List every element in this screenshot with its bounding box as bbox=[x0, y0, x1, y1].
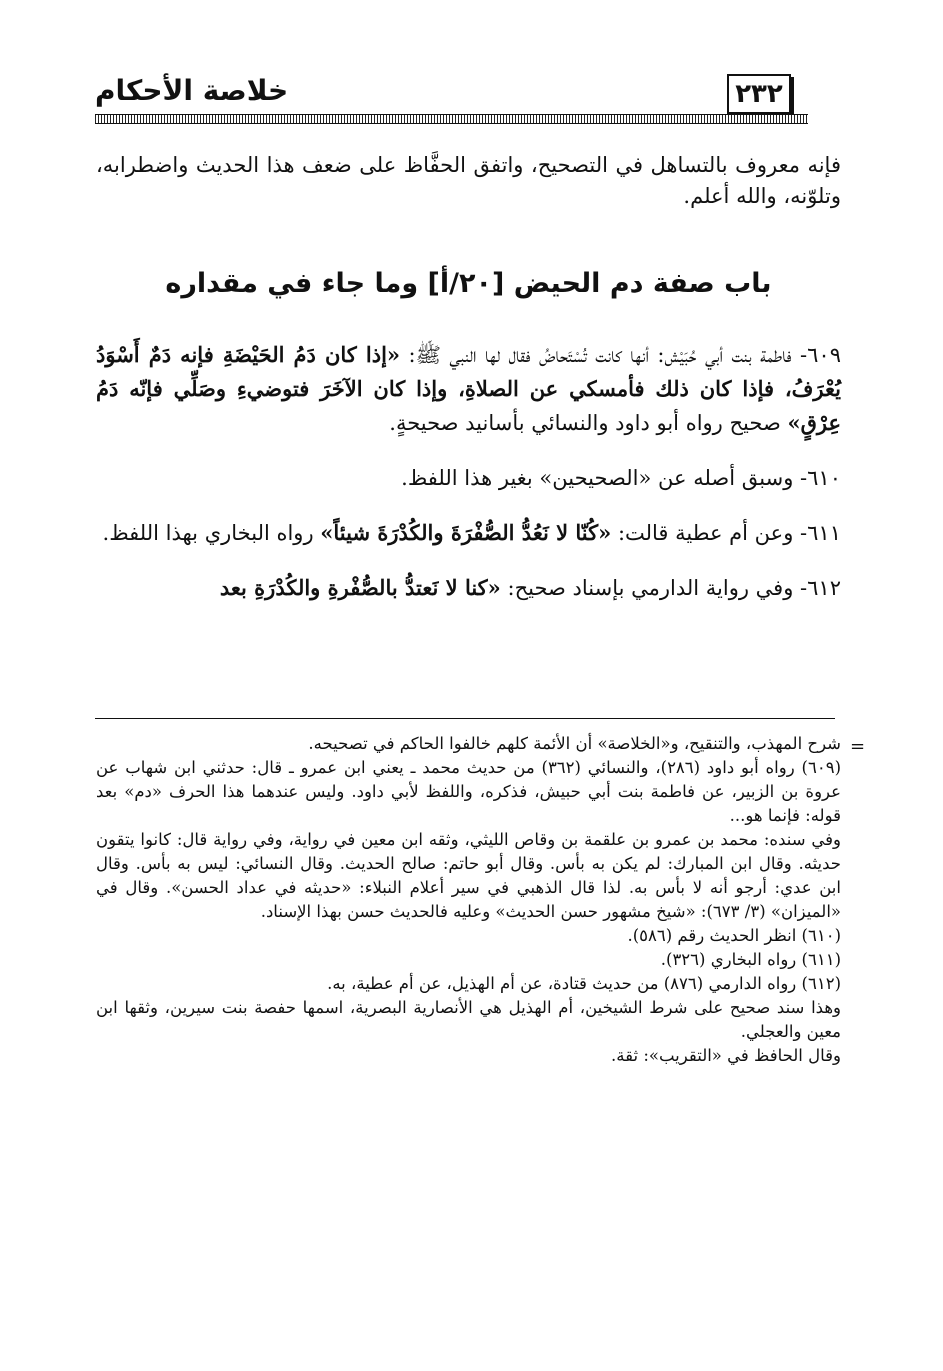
hadith-text: فاطمة بنت أبي حُبَيْش: أنها كانت تُسْتَحاضُ فقال لها النبي ﷺ: bbox=[400, 343, 792, 367]
hadith-text: وفي رواية الدارمي بإسناد صحيح: bbox=[500, 576, 794, 600]
hadith-grading: صحيح رواه أبو داود والنسائي بأسانيد صحيحةٍ. bbox=[389, 411, 788, 435]
hadith-610 bbox=[96, 461, 841, 495]
hadith-text: وسبق أصله عن «الصحيحين» بغير هذا اللفظ. bbox=[401, 466, 794, 490]
hadith-grading: رواه البخاري بهذا اللفظ. bbox=[102, 521, 321, 545]
footnote-separator bbox=[95, 718, 835, 719]
hadith-609 bbox=[96, 338, 841, 440]
footnote-item: (٦١٢) رواه الدارمي (٨٧٦) من حديث قتادة، عن أم الهذيل، عن أم عطية، به. bbox=[327, 974, 841, 993]
footnote-item: وقال الحافظ في «التقريب»: ثقة. bbox=[611, 1046, 841, 1065]
hadith-number: ٦١١- bbox=[800, 521, 841, 545]
footnote-item: (٦١٠) انظر الحديث رقم (٥٨٦). bbox=[627, 926, 841, 945]
intro-paragraph: فإنه معروف بالتساهل في التصحيح، واتفق الحفَّاظ على ضعف هذا الحديث واضطرابه، وتلوّنه، والله أعلم. bbox=[96, 153, 841, 208]
footnotes bbox=[96, 732, 841, 1068]
footnote-item: (٦٠٩) رواه أبو داود (٢٨٦)، والنسائي (٣٦٢) من حديث محمد ـ يعني ابن عمرو ـ قال: حدثني ابن شهاب عن عروة بن الزبير، عن فاطمة بنت أبي حبيش، فذكره، واللفظ لأبي داود. وليس عندهما هذا الحرف «دم» بعد قوله: فإنما هو... bbox=[96, 758, 842, 825]
footnote-item: شرح المهذب، والتنقيح، و«الخلاصة» أن الأئمة كلهم خالفوا الحاكم في تصحيحه. bbox=[308, 734, 841, 753]
page-number: ٢٣٢ bbox=[727, 74, 791, 114]
footnote-continuation-mark: = bbox=[850, 736, 866, 757]
hadith-list bbox=[96, 338, 841, 623]
hadith-quote: «إذا كان دَمُ الحَيْضَةِ فإنه دَمٌ أَسْوَدُ يُعْرَفُ، فإذا كان ذلك فأمسكي عن الصلاةِ، وإذا كان الآخَرَ فتوضيءِ وصَلِّي فإنّه دَمُ عِرْقٍ» bbox=[96, 342, 841, 435]
page-header bbox=[95, 72, 808, 128]
footnote-item: وهذا سند صحيح على شرط الشيخين، أم الهذيل هي الأنصارية البصرية، اسمها حفصة بنت سيرين، وثقها ابن معين والعجلي. bbox=[96, 998, 841, 1041]
hadith-quote: «كنا لا نَعتدُّ بالصُّفْرةِ والكُدْرَةِ بعد bbox=[219, 575, 501, 600]
hadith-text: وعن أم عطية قالت: bbox=[611, 521, 794, 545]
chapter-title: باب صفة دم الحيض [٢٠/أ] وما جاء في مقداره bbox=[165, 268, 772, 299]
hadith-number: ٦١٠- bbox=[800, 466, 841, 490]
header-rule bbox=[95, 114, 808, 124]
hadith-number: ٦٠٩- bbox=[800, 343, 841, 367]
footnote-item: وفي سنده: محمد بن عمرو بن علقمة بن وقاص الليثي، وثقه ابن معين في رواية، وفي رواية قال: كانوا يتقون حديثه. وقال ابن المبارك: لم يكن به بأس. وقال أبو حاتم: صالح الحديث. وقال النسائي: ليس به بأس. وقال ابن عدي: أرجو أنه لا بأس به. لذا قال الذهبي في سير أعلام النبلاء: «حديثه في عداد الحسن». وقال في «الميزان» (٣/ ٦٧٣): «شيخ مشهور حسن الحديث» وعليه فالحديث حسن بهذا الإسناد. bbox=[96, 830, 841, 921]
running-head-title: خلاصة الأحكام bbox=[95, 74, 289, 107]
hadith-number: ٦١٢- bbox=[800, 576, 841, 600]
hadith-612 bbox=[96, 571, 841, 605]
hadith-quote: «كُنّا لا نَعُدُّ الصُّفْرَةَ والكُدْرَةَ شيئاً» bbox=[320, 520, 612, 545]
footnote-item: (٦١١) رواه البخاري (٣٢٦). bbox=[660, 950, 841, 969]
hadith-611 bbox=[96, 516, 841, 550]
